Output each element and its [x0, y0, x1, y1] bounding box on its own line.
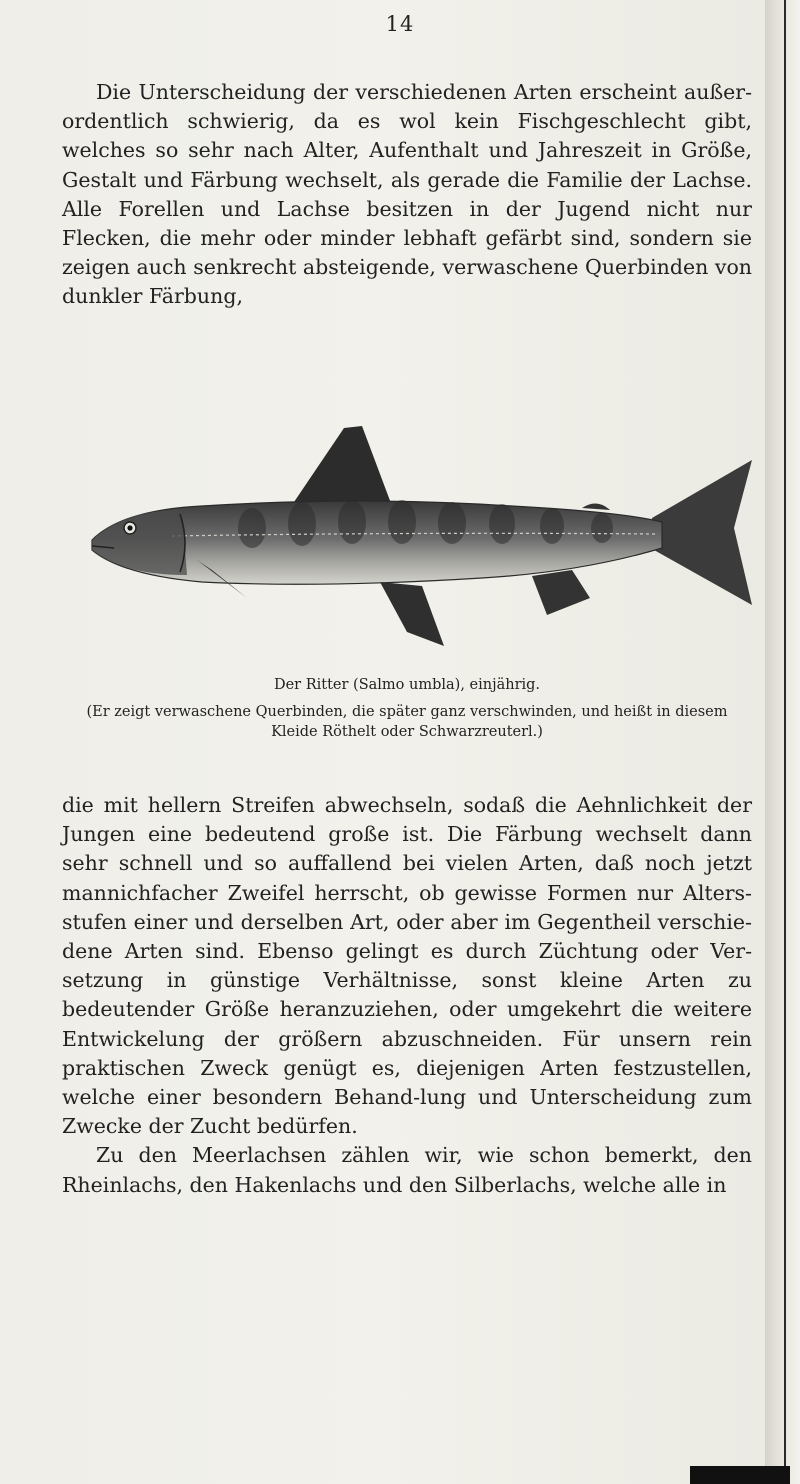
- paragraph-bottom: [62, 791, 752, 1200]
- fish-illustration-icon: [62, 410, 752, 665]
- figure-caption-note: (Er zeigt verwaschene Querbinden, die später ganz verschwinden, und heißt in diesem Kleide Röthelt oder Schwarzreuterl.): [86, 704, 728, 740]
- page-number: 14: [385, 12, 415, 36]
- figure-caption-title: Der Ritter (Salmo umbla), einjährig.: [273, 677, 541, 693]
- scan-edge-bar: [690, 1466, 790, 1484]
- paragraph-top: Die Unterscheidung der verschiedenen Arten erscheint außer-ordentlich schwierig, da es wol kein Fischgeschlecht gibt, welches so sehr nach Alter, Aufenthalt und Jahreszeit in Größe, Gestalt und Färbung wechselt, als gerade die Familie der Lachse. Alle Forellen und Lachse besitzen in der Jugend nicht nur Flecken, die mehr oder minder lebhaft gefärbt sind, sondern sie zeigen auch senkrecht absteigende, verwaschene Querbinden von dunkler Färbung,: [62, 80, 752, 309]
- paragraph-bottom-2: Zu den Meerlachsen zählen wir, wie schon bemerkt, den Rheinlachs, den Hakenlachs und den Silberlachs, welche alle in: [62, 1143, 752, 1197]
- paragraph-bottom-1: die mit hellern Streifen abwechseln, sodaß die Aehnlichkeit der Jungen eine bedeutend große ist. Die Färbung wechselt dann sehr schnell und so auffallend bei vielen Arten, daß noch jetzt mannichfacher Zweifel herrscht, ob gewisse Formen nur Alters-stufen einer und derselben Art, oder aber im Gegentheil verschie-dene Arten sind. Ebenso gelingt es durch Züchtung oder Ver-setzung in günstige Verhältnisse, sonst kleine Arten zu bedeutender Größe heranzuziehen, oder umgekehrt die weitere Entwickelung der größern abzuschneiden. Für unsern rein praktischen Zweck genügt es, diejenigen Arten festzustellen, welche einer besondern Behand-lung und Unterscheidung zum Zwecke der Zucht bedürfen.: [62, 793, 752, 1139]
- book-gutter: [765, 0, 800, 1484]
- gutter-edge-line: [784, 0, 786, 1484]
